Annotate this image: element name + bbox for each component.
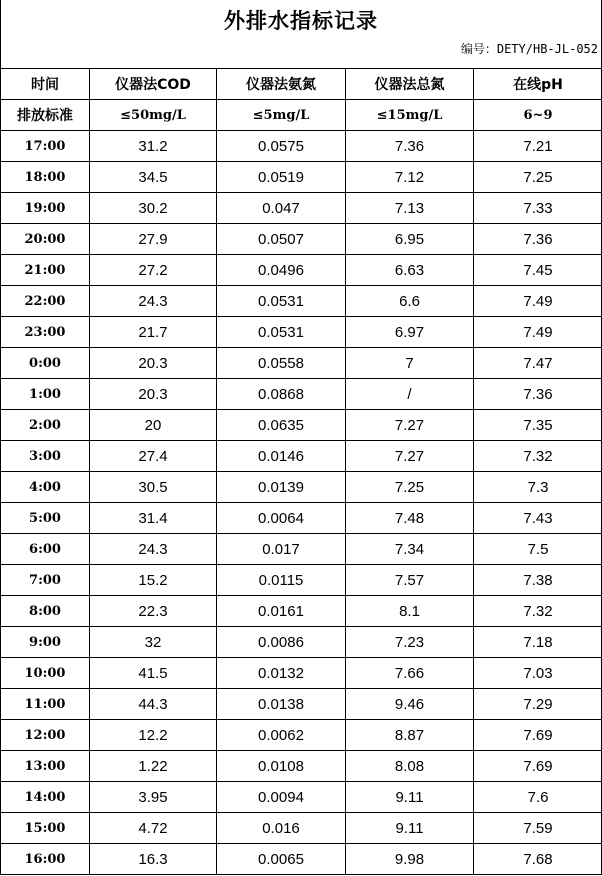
cell-total-nitrogen: 7.12 (346, 162, 474, 193)
cell-ammonia: 0.0161 (217, 596, 346, 627)
table-row (1, 317, 602, 348)
cell-cod: 34.5 (90, 162, 217, 193)
cell-total-nitrogen: 7.25 (346, 472, 474, 503)
cell-ph: 7.36 (474, 224, 602, 255)
cell-ammonia: 0.0531 (217, 286, 346, 317)
header-time: 时间 (1, 69, 90, 100)
cell-time: 23:00 (1, 317, 90, 348)
cell-ph: 7.32 (474, 596, 602, 627)
cell-ammonia: 0.0139 (217, 472, 346, 503)
table-row (1, 534, 602, 565)
cell-ammonia: 0.0108 (217, 751, 346, 782)
cell-time: 10:00 (1, 658, 90, 689)
cell-ammonia: 0.0062 (217, 720, 346, 751)
cell-cod: 27.2 (90, 255, 217, 286)
cell-time: 8:00 (1, 596, 90, 627)
table-row (1, 131, 602, 162)
cell-time: 20:00 (1, 224, 90, 255)
cell-ammonia: 0.047 (217, 193, 346, 224)
table-row (1, 255, 602, 286)
table-row (1, 472, 602, 503)
cell-ammonia: 0.0519 (217, 162, 346, 193)
cell-total-nitrogen: / (346, 379, 474, 410)
cell-time: 12:00 (1, 720, 90, 751)
header-row (1, 69, 602, 100)
table-row (1, 441, 602, 472)
cell-cod: 31.2 (90, 131, 217, 162)
table-row (1, 503, 602, 534)
cell-total-nitrogen: 6.97 (346, 317, 474, 348)
table-row (1, 751, 602, 782)
standard-ammonia: ≤5mg/L (217, 100, 346, 131)
table-row (1, 596, 602, 627)
cell-total-nitrogen: 7.57 (346, 565, 474, 596)
cell-total-nitrogen: 9.98 (346, 844, 474, 875)
cell-cod: 20.3 (90, 379, 217, 410)
cell-ph: 7.69 (474, 720, 602, 751)
cell-total-nitrogen: 7.34 (346, 534, 474, 565)
table-row (1, 627, 602, 658)
cell-ammonia: 0.0635 (217, 410, 346, 441)
cell-time: 2:00 (1, 410, 90, 441)
table-row (1, 782, 602, 813)
cell-cod: 24.3 (90, 534, 217, 565)
cell-total-nitrogen: 9.11 (346, 782, 474, 813)
cell-ammonia: 0.0132 (217, 658, 346, 689)
table-row (1, 813, 602, 844)
cell-cod: 32 (90, 627, 217, 658)
cell-cod: 15.2 (90, 565, 217, 596)
cell-ammonia: 0.0086 (217, 627, 346, 658)
cell-cod: 31.4 (90, 503, 217, 534)
table-row (1, 658, 602, 689)
cell-cod: 4.72 (90, 813, 217, 844)
standard-cod: ≤50mg/L (90, 100, 217, 131)
cell-total-nitrogen: 7.13 (346, 193, 474, 224)
cell-time: 0:00 (1, 348, 90, 379)
cell-time: 21:00 (1, 255, 90, 286)
document-code (461, 37, 598, 59)
cell-total-nitrogen: 7.23 (346, 627, 474, 658)
cell-total-nitrogen: 7.27 (346, 410, 474, 441)
cell-total-nitrogen: 8.08 (346, 751, 474, 782)
cell-ph: 7.21 (474, 131, 602, 162)
cell-cod: 16.3 (90, 844, 217, 875)
header-total-nitrogen: 仪器法总氮 (346, 69, 474, 100)
cell-cod: 3.95 (90, 782, 217, 813)
cell-ph: 7.49 (474, 317, 602, 348)
cell-total-nitrogen: 8.1 (346, 596, 474, 627)
cell-cod: 44.3 (90, 689, 217, 720)
cell-time: 7:00 (1, 565, 90, 596)
table-row (1, 224, 602, 255)
cell-ph: 7.43 (474, 503, 602, 534)
cell-ph: 7.18 (474, 627, 602, 658)
cell-total-nitrogen: 6.95 (346, 224, 474, 255)
cell-ph: 7.68 (474, 844, 602, 875)
cell-ammonia: 0.017 (217, 534, 346, 565)
table-row (1, 162, 602, 193)
cell-ammonia: 0.0138 (217, 689, 346, 720)
cell-ph: 7.45 (474, 255, 602, 286)
cell-ammonia: 0.0558 (217, 348, 346, 379)
cell-ph: 7.49 (474, 286, 602, 317)
cell-total-nitrogen: 7.36 (346, 131, 474, 162)
document-code-text: 编号：DETY/HB-JL-052 (460, 41, 598, 56)
table-row (1, 286, 602, 317)
standard-label: 排放标准 (1, 100, 90, 131)
cell-time: 13:00 (1, 751, 90, 782)
cell-ph: 7.59 (474, 813, 602, 844)
cell-cod: 27.4 (90, 441, 217, 472)
cell-cod: 20.3 (90, 348, 217, 379)
cell-ph: 7.3 (474, 472, 602, 503)
table-row (1, 410, 602, 441)
cell-cod: 12.2 (90, 720, 217, 751)
header-cod: 仪器法COD (90, 69, 217, 100)
table-row (1, 348, 602, 379)
cell-ph: 7.38 (474, 565, 602, 596)
table-row (1, 379, 602, 410)
cell-ph: 7.29 (474, 689, 602, 720)
page-title: 外排水指标记录 (224, 9, 378, 33)
table-row (1, 844, 602, 875)
cell-cod: 21.7 (90, 317, 217, 348)
cell-time: 11:00 (1, 689, 90, 720)
header-ammonia: 仪器法氨氮 (217, 69, 346, 100)
cell-total-nitrogen: 8.87 (346, 720, 474, 751)
cell-ph: 7.5 (474, 534, 602, 565)
cell-ammonia: 0.0146 (217, 441, 346, 472)
cell-time: 3:00 (1, 441, 90, 472)
cell-ph: 7.69 (474, 751, 602, 782)
cell-ammonia: 0.0496 (217, 255, 346, 286)
cell-ammonia: 0.0507 (217, 224, 346, 255)
cell-time: 14:00 (1, 782, 90, 813)
cell-ph: 7.6 (474, 782, 602, 813)
standard-total-nitrogen: ≤15mg/L (346, 100, 474, 131)
cell-time: 17:00 (1, 131, 90, 162)
cell-ammonia: 0.0575 (217, 131, 346, 162)
cell-ph: 7.36 (474, 379, 602, 410)
cell-ammonia: 0.0868 (217, 379, 346, 410)
cell-time: 16:00 (1, 844, 90, 875)
cell-total-nitrogen: 6.63 (346, 255, 474, 286)
cell-total-nitrogen: 9.11 (346, 813, 474, 844)
cell-cod: 24.3 (90, 286, 217, 317)
cell-ph: 7.03 (474, 658, 602, 689)
cell-cod: 1.22 (90, 751, 217, 782)
cell-ammonia: 0.0065 (217, 844, 346, 875)
cell-time: 1:00 (1, 379, 90, 410)
cell-cod: 20 (90, 410, 217, 441)
cell-ammonia: 0.0531 (217, 317, 346, 348)
cell-ammonia: 0.0064 (217, 503, 346, 534)
cell-cod: 30.5 (90, 472, 217, 503)
cell-time: 9:00 (1, 627, 90, 658)
cell-total-nitrogen: 7 (346, 348, 474, 379)
table-row (1, 193, 602, 224)
cell-ph: 7.35 (474, 410, 602, 441)
cell-ammonia: 0.016 (217, 813, 346, 844)
cell-time: 22:00 (1, 286, 90, 317)
cell-total-nitrogen: 7.27 (346, 441, 474, 472)
cell-cod: 22.3 (90, 596, 217, 627)
cell-total-nitrogen: 7.66 (346, 658, 474, 689)
cell-ph: 7.25 (474, 162, 602, 193)
cell-ph: 7.33 (474, 193, 602, 224)
cell-cod: 30.2 (90, 193, 217, 224)
cell-cod: 41.5 (90, 658, 217, 689)
table-row (1, 565, 602, 596)
header-ph: 在线pH (474, 69, 602, 100)
cell-total-nitrogen: 9.46 (346, 689, 474, 720)
cell-time: 6:00 (1, 534, 90, 565)
cell-time: 5:00 (1, 503, 90, 534)
cell-ammonia: 0.0094 (217, 782, 346, 813)
cell-time: 4:00 (1, 472, 90, 503)
discharge-table (0, 68, 602, 875)
table-row (1, 720, 602, 751)
cell-cod: 27.9 (90, 224, 217, 255)
table-row (1, 689, 602, 720)
cell-total-nitrogen: 7.48 (346, 503, 474, 534)
cell-ammonia: 0.0115 (217, 565, 346, 596)
cell-time: 19:00 (1, 193, 90, 224)
cell-time: 18:00 (1, 162, 90, 193)
cell-time: 15:00 (1, 813, 90, 844)
cell-ph: 7.47 (474, 348, 602, 379)
standard-ph: 6~9 (474, 100, 602, 131)
standard-row (1, 100, 602, 131)
cell-total-nitrogen: 6.6 (346, 286, 474, 317)
cell-ph: 7.32 (474, 441, 602, 472)
